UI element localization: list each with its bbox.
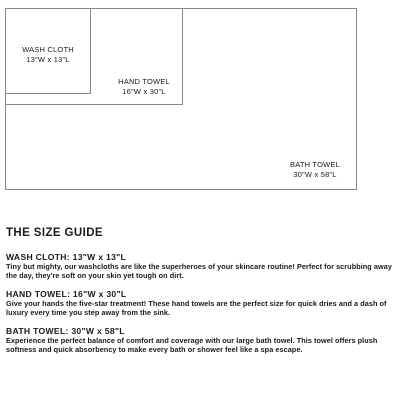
entry-description: Give your hands the five-star treatment! These hand towels are the perfect size for quick dries and a dash of luxury every time you step away from the sink.: [6, 298, 387, 318]
hand-towel-name: HAND TOWEL: [118, 77, 170, 86]
entry-description: Experience the perfect balance of comfort and coverage with our large bath towel. This towel offers plush softness and quick absorbency to make every bath or shower feel like a spa escape.: [6, 335, 378, 355]
guide-entry-bath-towel: [6, 326, 394, 355]
size-guide-title: THE SIZE GUIDE: [6, 227, 103, 239]
wash-cloth-name: WASH CLOTH: [22, 45, 74, 54]
wash-cloth-size: 13"W x 13"L: [26, 55, 70, 64]
hand-towel-size: 16"W x 30"L: [122, 87, 166, 96]
guide-entry-wash-cloth: [6, 252, 394, 281]
entry-description: Tiny but mighty, our washcloths are like the superheroes of your skincare routine! Perfect for scrubbing away the day, they're soft on your skin yet tough on dirt.: [6, 262, 392, 281]
bath-towel-label: [272, 160, 358, 180]
entry-heading: WASH CLOTH: 13"W x 13"L: [6, 252, 127, 262]
hand-towel-label: [101, 77, 187, 97]
bath-towel-name: BATH TOWEL: [290, 160, 340, 169]
bath-towel-size: 30"W x 58"L: [293, 170, 337, 179]
entry-heading: BATH TOWEL: 30"W x 58"L: [6, 325, 125, 336]
wash-cloth-label: [5, 45, 91, 65]
entry-heading: HAND TOWEL: 16"W x 30"L: [6, 288, 127, 299]
size-guide: [6, 226, 394, 362]
guide-entry-hand-towel: [6, 289, 394, 318]
